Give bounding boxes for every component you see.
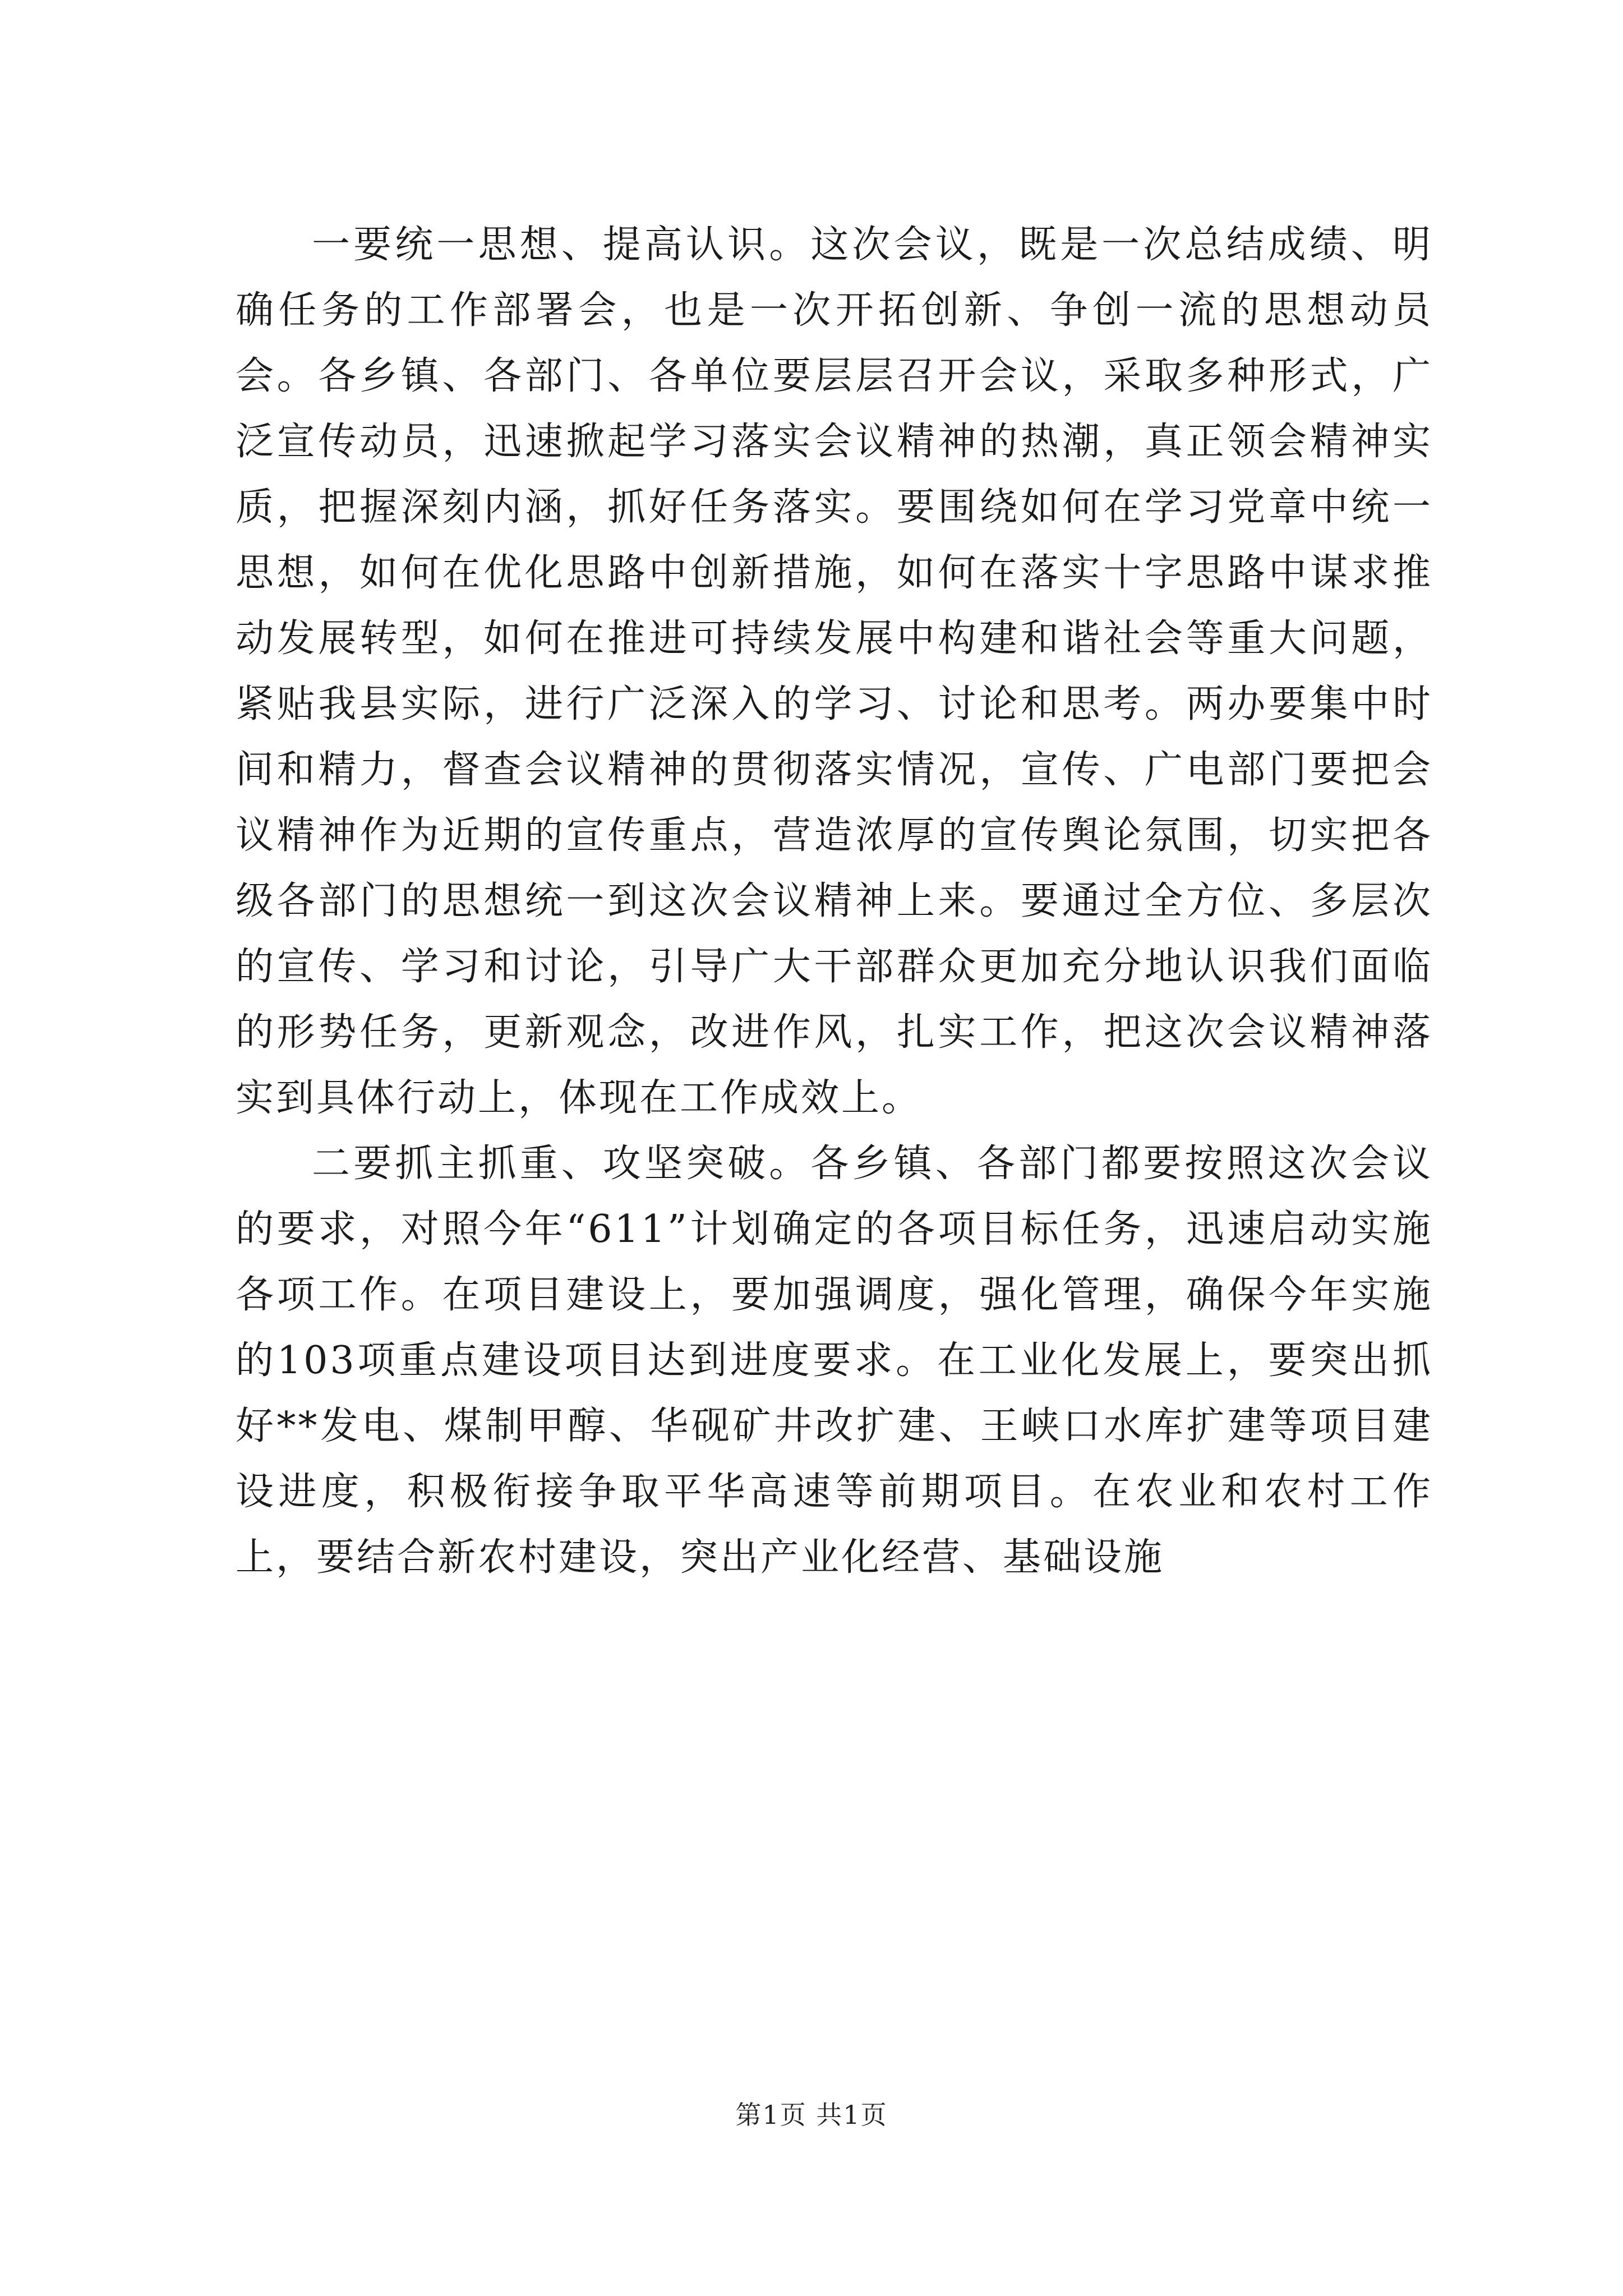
document-body [236,212,1433,1590]
paragraph-2: 二要抓主抓重、攻坚突破。各乡镇、各部门都要按照这次会议的要求，对照今年“611”计划确定的各项目标任务，迅速启动实施各项工作。在项目建设上，要加强调度，强化管理，确保今年实施的103项重点建设项目达到进度要求。在工业化发展上，要突出抓好**发电、煤制甲醇、华砚矿井改扩建、王峡口水库扩建等项目建设进度，积极衔接争取平华高速等前期项目。在农业和农村工作上，要结合新农村建设，突出产业化经营、基础设施 [236,1142,1433,1580]
page-footer: 第1页 共1页 [735,2100,888,2130]
paragraph-1: 一要统一思想、提高认识。这次会议，既是一次总结成绩、明确任务的工作部署会，也是一次开拓创新、争创一流的思想动员会。各乡镇、各部门、各单位要层层召开会议，采取多种形式，广泛宣传动员，迅速掀起学习落实会议精神的热潮，真正领会精神实质，把握深刻内涵，抓好任务落实。要围绕如何在学习党章中统一思想，如何在优化思路中创新措施，如何在落实十字思路中谋求推动发展转型，如何在推进可持续发展中构建和谐社会等重大问题，紧贴我县实际，进行广泛深入的学习、讨论和思考。两办要集中时间和精力，督查会议精神的贯彻落实情况，宣传、广电部门要把会议精神作为近期的宣传重点，营造浓厚的宣传舆论氛围，切实把各级各部门的思想统一到这次会议精神上来。要通过全方位、多层次的宣传、学习和讨论，引导广大干部群众更加充分地认识我们面临的形势任务，更新观念，改进作风，扎实工作，把这次会议精神落实到具体行动上，体现在工作成效上。 [236,223,1433,1120]
